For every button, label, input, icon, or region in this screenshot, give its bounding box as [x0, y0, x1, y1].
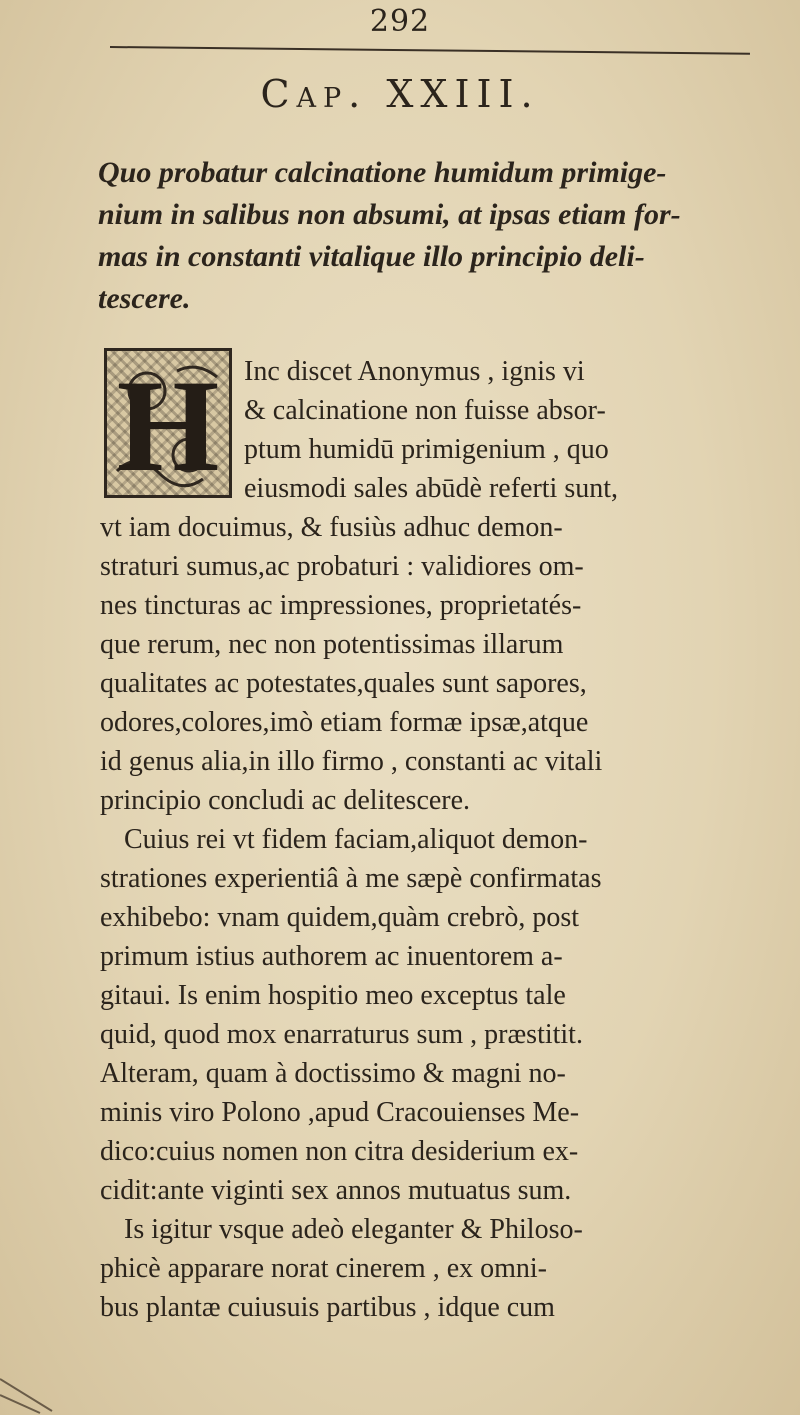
- text-line: eiusmodi sales abūdè referti sunt,: [244, 473, 619, 504]
- text-line: qualitates ac potestates,quales sunt sapores,: [100, 668, 587, 699]
- text-line: dico:cuius nomen non citra desiderium ex-: [100, 1136, 579, 1167]
- text-line: ptum humidū primigenium , quo: [244, 434, 609, 465]
- text-line: straturi sumus,ac probaturi : validiores om-: [100, 551, 584, 582]
- initial-letter: H: [116, 352, 220, 499]
- text-line: & calcinatione non fuisse absor-: [244, 395, 606, 426]
- text-line: Is igitur vsque adeò eleganter & Philoso-: [124, 1214, 583, 1245]
- text-line: Alteram, quam à doctissimo & magni no-: [100, 1058, 566, 1089]
- text-line: strationes experientiâ à me sæpè confirmatas: [100, 863, 602, 894]
- text-line: bus plantæ cuiusuis partibus , idque cum: [100, 1292, 555, 1323]
- summary-line: mas in constanti vitalique illo principio deli-: [98, 240, 645, 273]
- text-line: cidit:ante viginti sex annos mutuatus sum.: [100, 1175, 572, 1206]
- text-line: nes tincturas ac impressiones, proprietatés-: [100, 590, 582, 621]
- text-line: id genus alia,in illo firmo , constanti ac vitali: [100, 746, 603, 777]
- text-line: odores,colores,imò etiam formæ ipsæ,atque: [100, 707, 589, 738]
- body-text: [100, 352, 772, 1327]
- summary-line: nium in salibus non absumi, at ipsas etiam for-: [98, 198, 681, 231]
- summary-line: tescere.: [98, 282, 191, 315]
- text-line: Inc discet Anonymus , ignis vi: [244, 356, 585, 387]
- text-line: que rerum, nec non potentissimas illarum: [100, 629, 564, 660]
- header-rule: [110, 46, 750, 55]
- text-line: gitaui. Is enim hospitio meo exceptus tale: [100, 980, 566, 1011]
- text-line: primum istius authorem ac inuentorem a-: [100, 941, 563, 972]
- page-number: 292: [369, 4, 431, 39]
- text-line: Cuius rei vt fidem faciam,aliquot demon-: [124, 824, 588, 855]
- text-line: phicè apparare norat cinerem , ex omni-: [100, 1253, 548, 1284]
- text-line: minis viro Polono ,apud Cracouienses Me-: [100, 1097, 580, 1128]
- chapter-summary: [98, 152, 778, 320]
- page-corner-fold-icon: [0, 1355, 80, 1415]
- text-line: vt iam docuimus, & fusiùs adhuc demon-: [100, 512, 563, 543]
- text-line: principio concludi ac delitescere.: [100, 785, 471, 816]
- chapter-heading: Cap. XXIII.: [260, 72, 540, 116]
- text-line: quid, quod mox enarraturus sum , præstitit.: [100, 1019, 583, 1050]
- text-line: exhibebo: vnam quidem,quàm crebrò, post: [100, 902, 579, 933]
- summary-line: Quo probatur calcinatione humidum primige-: [98, 156, 667, 189]
